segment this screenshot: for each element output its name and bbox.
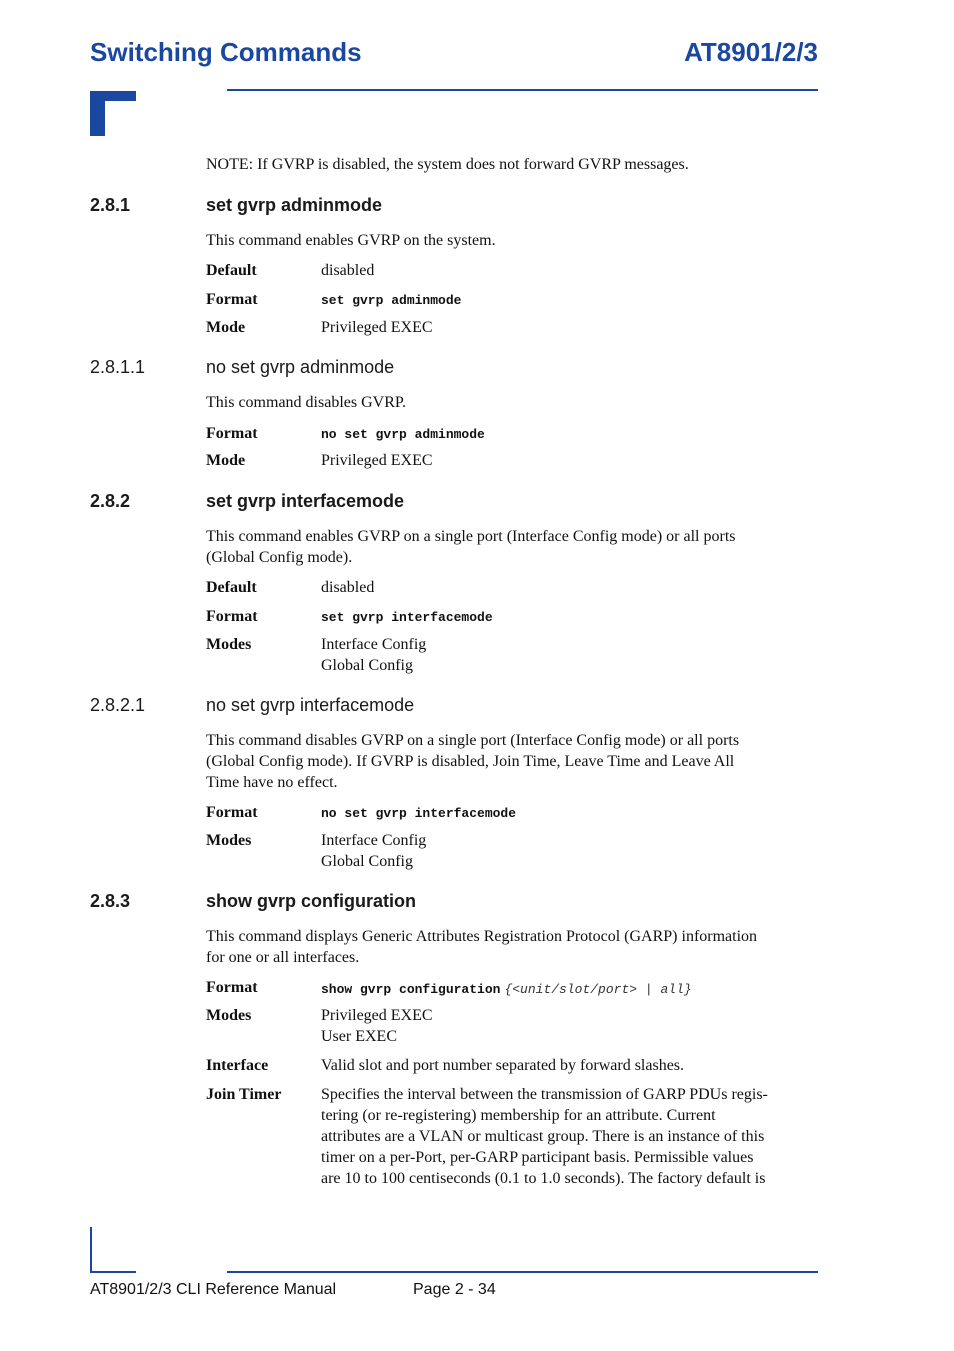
field-label: Join Timer: [206, 1086, 282, 1103]
section-title: set gvrp interfacemode: [206, 491, 405, 511]
field-label: Format: [206, 804, 258, 821]
command-format: set gvrp interfacemode: [321, 610, 493, 625]
field-value: Privileged EXEC: [321, 452, 433, 469]
command-format: show gvrp configuration {<unit/slot/port> | all}: [321, 982, 692, 997]
footer-rule: [227, 1271, 818, 1273]
field-value: disabled: [321, 579, 375, 596]
corner-mark-bottom-stem: [90, 1227, 92, 1273]
corner-mark-bottom-bar: [90, 1271, 136, 1273]
field-value: Privileged EXEC: [321, 319, 433, 336]
field-label: Modes: [206, 1007, 252, 1024]
section-number: 2.8.1: [90, 195, 131, 215]
subsection-number: 2.8.1.1: [90, 357, 146, 377]
section-number: 2.8.3: [90, 891, 131, 911]
field-value: disabled: [321, 262, 375, 279]
section-description: This command disables GVRP on a single port (Interface Config mode) or all ports (Global Config mode). If GVRP is disabled, Join Time, Leave Time and Leave All Time have no effect.: [206, 732, 740, 791]
field-label: Format: [206, 291, 258, 308]
field-value: Privileged EXEC User EXEC: [321, 1007, 433, 1045]
section-description: This command displays Generic Attributes Registration Protocol (GARP) information for one or all interfaces.: [206, 928, 758, 966]
field-label: Format: [206, 979, 258, 996]
field-value: Valid slot and port number separated by forward slashes.: [321, 1057, 685, 1074]
field-label: Modes: [206, 636, 252, 653]
section-title: set gvrp adminmode: [206, 195, 383, 215]
field-label: Default: [206, 579, 257, 596]
field-value: Specifies the interval between the transmission of GARP PDUs regis- tering (or re-registering) membership for an attribute. Current attributes are a VLAN or multicast group. There is an instance of this timer on a per-Port, per-GARP participant basis. Permissible values are 10 to 100 centiseconds (0.1 to 1.0 seconds). The factory default is: [321, 1086, 768, 1187]
page-number: Page 2 - 34: [413, 1281, 496, 1298]
command-format: set gvrp adminmode: [321, 293, 462, 308]
command-format: no set gvrp interfacemode: [321, 806, 517, 821]
manual-name: AT8901/2/3 CLI Reference Manual: [90, 1281, 337, 1298]
section-description: This command disables GVRP.: [206, 394, 406, 411]
field-label: Mode: [206, 452, 246, 469]
field-value: Interface Config Global Config: [321, 636, 427, 674]
header-rule: [227, 89, 818, 91]
section-description: This command enables GVRP on a single port (Interface Config mode) or all ports (Global Config mode).: [206, 528, 736, 566]
field-label: Default: [206, 262, 257, 279]
field-value: Interface Config Global Config: [321, 832, 427, 870]
subsection-title: no set gvrp adminmode: [206, 357, 395, 377]
field-label: Mode: [206, 319, 246, 336]
product-title: AT8901/2/3: [684, 37, 818, 67]
section-number: 2.8.2: [90, 491, 131, 511]
note-text: NOTE: If GVRP is disabled, the system does not forward GVRP messages.: [206, 156, 689, 173]
section-description: This command enables GVRP on the system.: [206, 232, 496, 249]
field-label: Format: [206, 608, 258, 625]
subsection-title: no set gvrp interfacemode: [206, 695, 415, 715]
subsection-number: 2.8.2.1: [90, 695, 146, 715]
field-label: Format: [206, 425, 258, 442]
command-format: no set gvrp adminmode: [321, 427, 485, 442]
corner-mark-top-stem: [90, 91, 105, 136]
field-label: Modes: [206, 832, 252, 849]
field-label: Interface: [206, 1057, 269, 1074]
section-title: show gvrp configuration: [206, 891, 416, 911]
chapter-title: Switching Commands: [90, 37, 362, 67]
